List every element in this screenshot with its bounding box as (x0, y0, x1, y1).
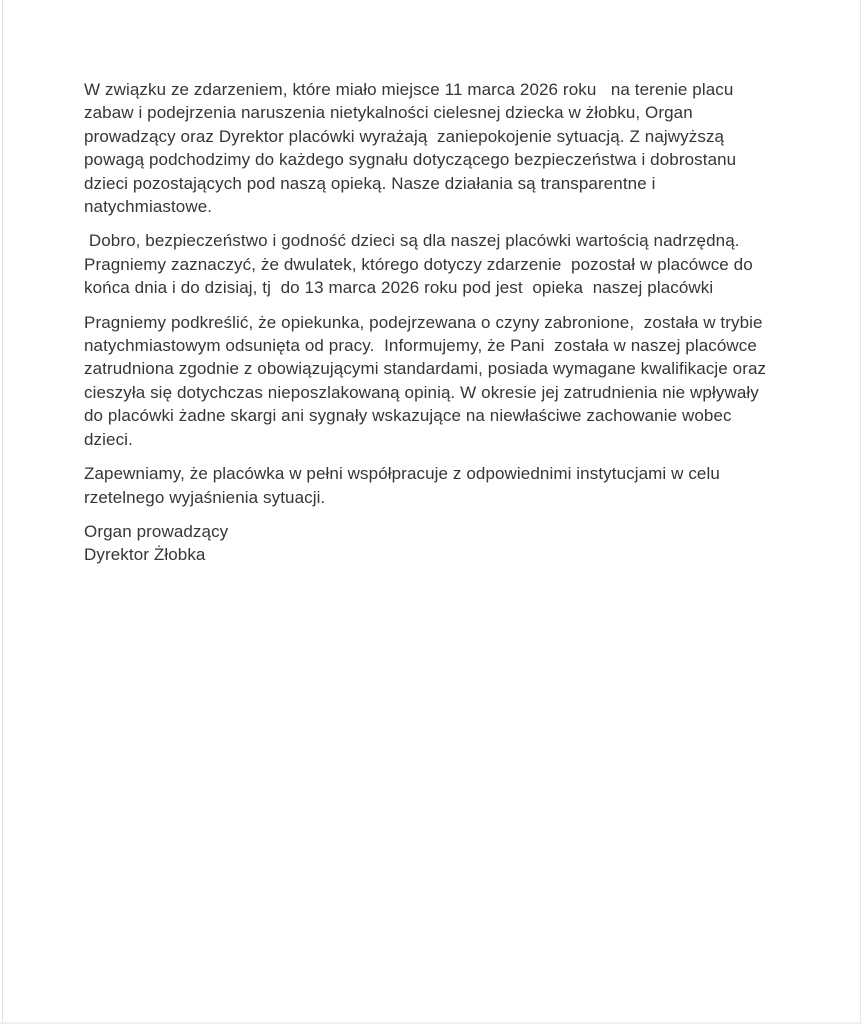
signature-line-director: Dyrektor Żłobka (84, 545, 206, 565)
scan-edge-left (2, 0, 3, 1024)
letter-body (84, 78, 780, 567)
letter-paragraph-incident-intro: W związku ze zdarzeniem, które miało miejsce 11 marca 2026 roku na terenie placu zabaw i podejrzenia naruszenia nietykalności cielesnej dziecka w żłobku, Organ prowadzący oraz Dyrektor placówki wyrażają zaniepokojenie sytuacją. Z najwyższą powagą podchodzimy do każdego sygnału dotyczącego bezpieczeństwa i dobrostanu dzieci pozostających pod naszą opieką. Nasze działania są transparentne i natychmiastowe. (84, 80, 742, 217)
signature-line-organ: Organ prowadzący (84, 521, 229, 541)
letter-paragraph-cooperation: Zapewniamy, że placówka w pełni współpracuje z odpowiednimi instytucjami w celu rzetelnego wyjaśnienia sytuacji. (84, 464, 725, 507)
signature-block (84, 520, 780, 567)
scan-edge-right (860, 0, 861, 1024)
letter-paragraph-child-wellbeing: Dobro, bezpieczeństwo i godność dzieci są dla naszej placówki wartością nadrzędną. Pragniemy zaznaczyć, że dwulatek, którego dotyczy zdarzenie pozostał w placówce do końca dnia i do dzisiaj, tj do 13 marca 2026 roku pod jest opieka naszej placówki (84, 231, 758, 298)
letter-paragraph-caregiver-suspension: Pragniemy podkreślić, że opiekunka, podejrzewana o czyny zabronione, została w trybie natychmiastowym odsunięta od pracy. Informujemy, że Pani została w naszej placówce zatrudniona zgodnie z obowiązującymi standardami, posiada wymagane kwalifikacje oraz cieszyła się dotychczas nieposzlakowaną opinią. W okresie jej zatrudnienia nie wpływały do placówki żadne skargi ani sygnały wskazujące na niewłaściwe zachowanie wobec dzieci. (84, 312, 771, 449)
